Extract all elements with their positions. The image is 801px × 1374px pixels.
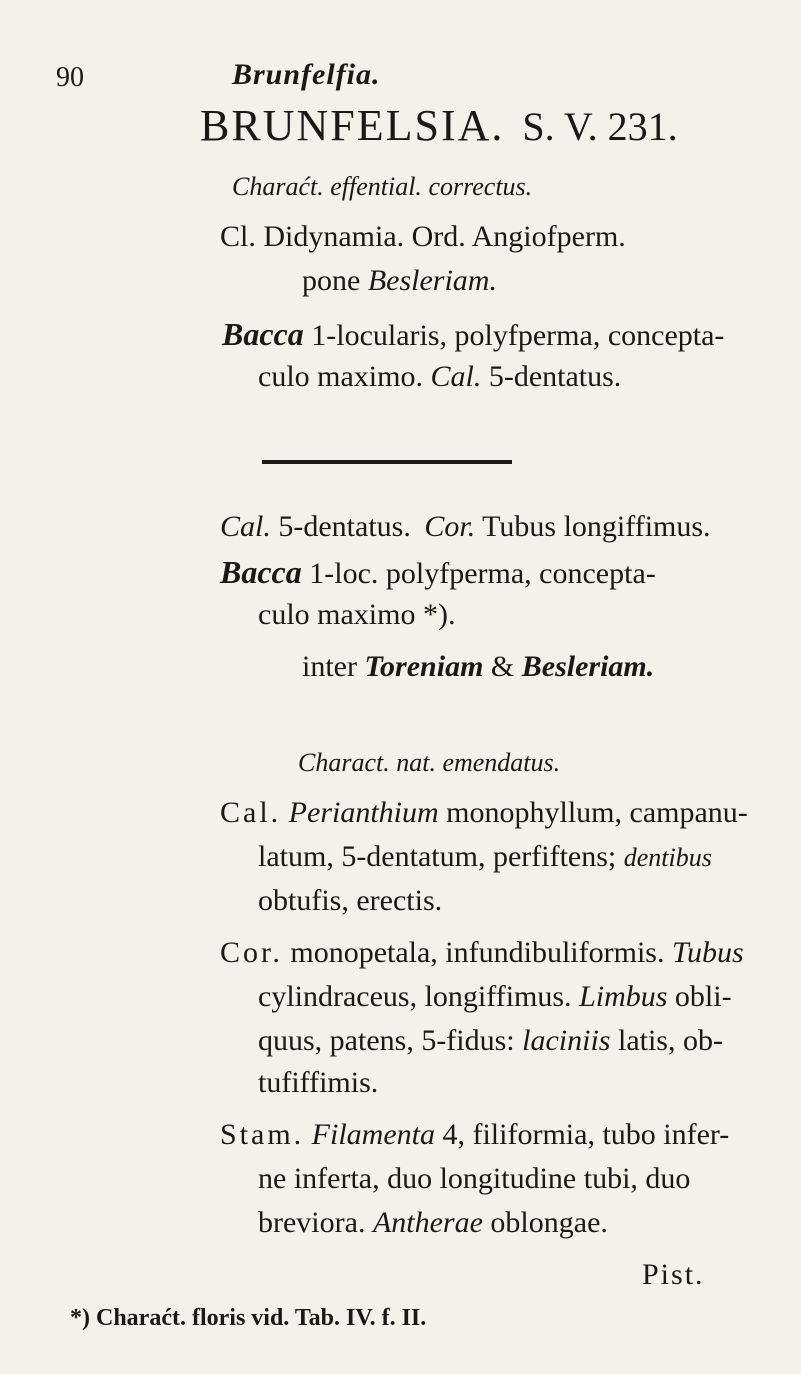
culo-line-2: culo maximo *). (258, 598, 456, 631)
bacca-line: Bacca 1-locularis, polyfperma, concepta- (222, 316, 725, 352)
cal-description-2: latum, 5-dentatum, perfiftens; dentibus (258, 840, 712, 873)
genus-title: BRUNFELSIA. (200, 101, 505, 150)
page-number: 90 (56, 62, 84, 93)
footnote: *) Charaćt. floris vid. Tab. IV. f. II. (70, 1305, 427, 1331)
cor-description-3: quus, patens, 5-fidus: laciniis latis, ob- (258, 1024, 723, 1057)
stam-description-1: Stam. Filamenta 4, filiformia, tubo infer- (220, 1118, 730, 1151)
bacca-line-2: Bacca 1-loc. polyfperma, concepta- (220, 554, 656, 590)
catchword: Pist. (642, 1258, 705, 1291)
stam-description-3: breviora. Antherae oblongae. (258, 1206, 608, 1239)
cor-description-4: tufiffimis. (258, 1066, 379, 1099)
stam-description-2: ne inferta, duo longitudine tubi, duo (258, 1162, 691, 1195)
running-head-title: Brunfelfia. (232, 58, 381, 91)
section-divider (262, 460, 512, 464)
pone-line: pone Besleriam. (302, 264, 497, 297)
essential-character-label: Charaćt. effential. correctus. (232, 172, 533, 201)
culo-line: culo maximo. Cal. 5-dentatus. (258, 360, 622, 393)
cor-description-2: cylindraceus, longiffimus. Limbus obli- (258, 980, 732, 1013)
natural-character-label: Charact. nat. emendatus. (298, 748, 561, 777)
cal-description-3: obtufis, erectis. (258, 884, 443, 917)
class-order-line: Cl. Didynamia. Ord. Angiofperm. (220, 220, 626, 253)
cal-description-1: Cal. Perianthium monophyllum, campanu- (220, 796, 748, 829)
species-reference: S. V. 231. (522, 104, 678, 149)
inter-line: inter Toreniam & Besleriam. (302, 650, 655, 683)
page-title (200, 100, 678, 151)
cor-description-1: Cor. monopetala, infundibuliformis. Tubus (220, 936, 744, 969)
cal-cor-line: Cal. 5-dentatus. Cor. Tubus longiffimus. (220, 510, 711, 543)
